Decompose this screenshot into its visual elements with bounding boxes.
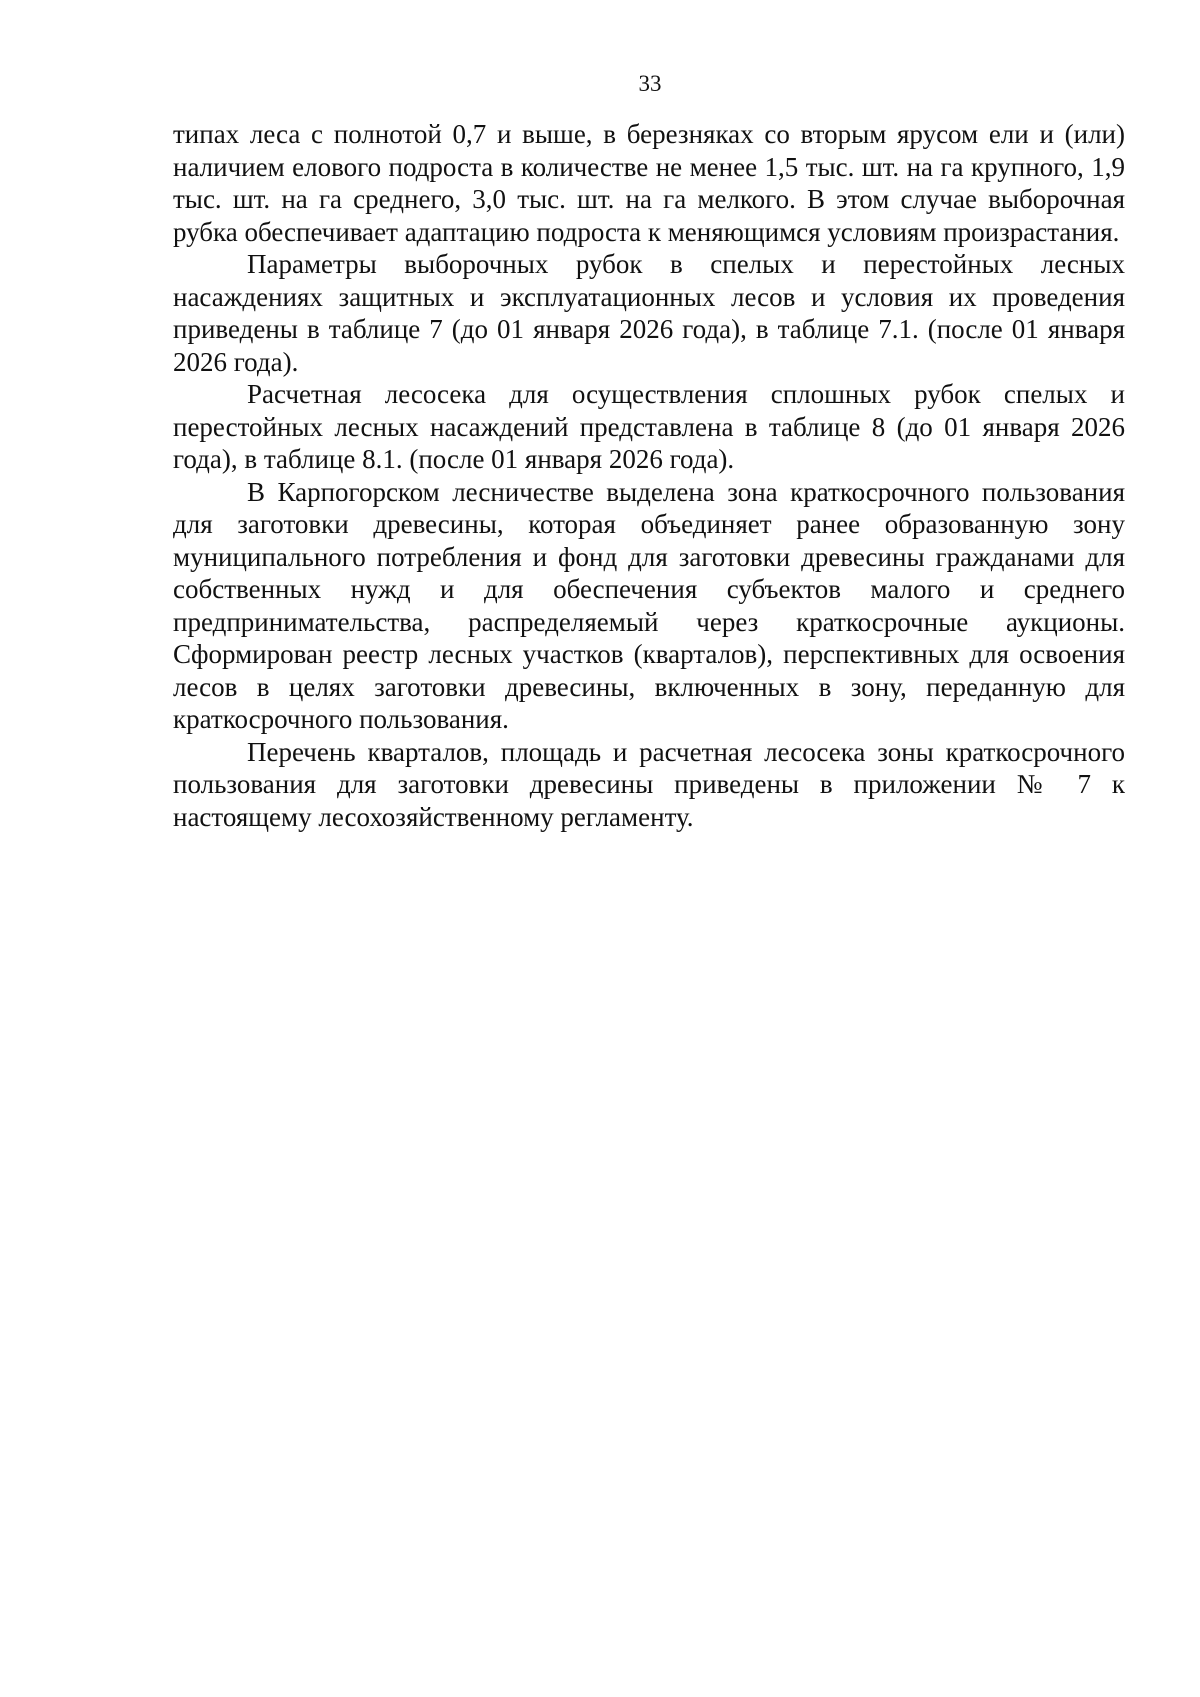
paragraph-short-term-use-zone: В Карпогорском лесничестве выделена зона краткосрочного пользования для заготовки древесины, которая объединяет ранее образованную зону муниципального потребления и фонд для заготовки древесины гражданами для собственных нужд и для обеспечения субъектов малого и среднего предпринимательства, распределяемый через краткосрочные аукционы. Сформирован реестр лесных участков (кварталов), перспективных для освоения лесов в целях заготовки древесины, включенных в зону, переданную для краткосрочного пользования.: [173, 476, 1125, 734]
paragraph-quarters-list: Перечень кварталов, площадь и расчетная лесосека зоны краткосрочного пользования для заготовки древесины приведены в приложении № 7 к настоящему лесохозяйственному регламенту.: [173, 736, 1125, 832]
document-body: [173, 118, 1125, 833]
paragraph-selective-felling-parameters: Параметры выборочных рубок в спелых и перестойных лесных насаждениях защитных и эксплуатационных лесов и условия их проведения приведены в таблице 7 (до 01 января 2026 года), в таблице 7.1. (после 01 января 2026 года).: [173, 249, 1125, 377]
paragraph-allowable-cut: Расчетная лесосека для осуществления сплошных рубок спелых и перестойных лесных насаждений представлена в таблице 8 (до 01 января 2026 года), в таблице 8.1. (после 01 января 2026 года).: [173, 379, 1125, 474]
page-number: 33: [638, 71, 662, 96]
paragraph-continuation: типах леса с полнотой 0,7 и выше, в березняках со вторым ярусом ели и (или) наличием елового подроста в количестве не менее 1,5 тыс. шт. на га крупного, 1,9 тыс. шт. на га среднего, 3,0 тыс. шт. на га мелкого. В этом случае выборочная рубка обеспечивает адаптацию подроста к меняющимся условиям произрастания.: [173, 119, 1125, 247]
